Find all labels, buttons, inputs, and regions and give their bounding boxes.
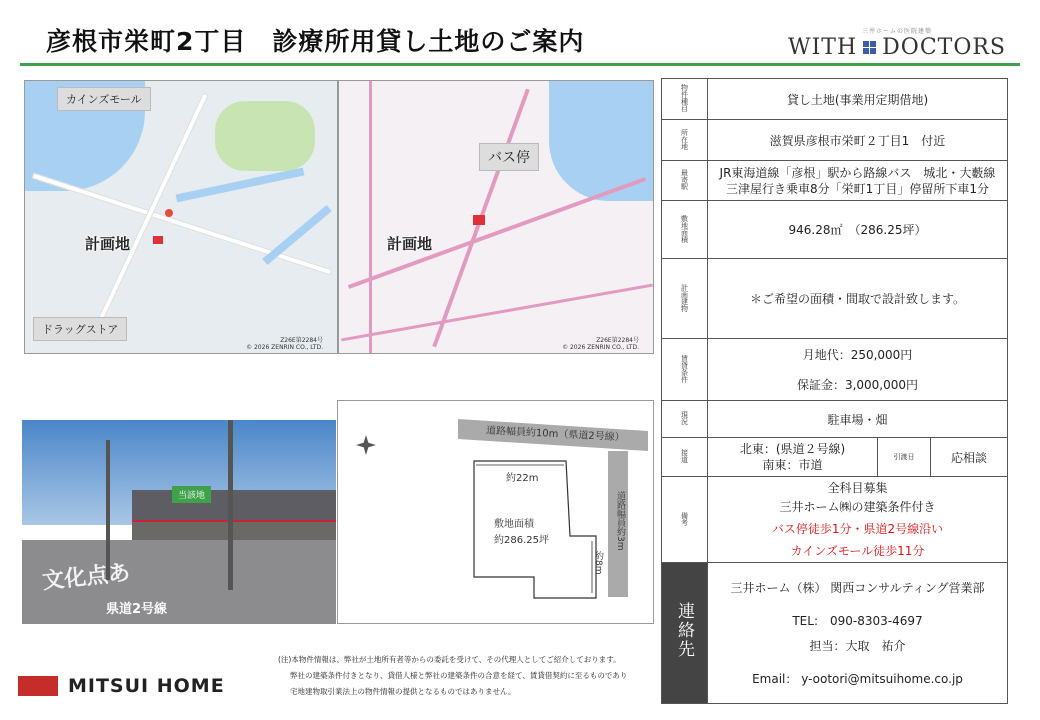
value-contact (708, 563, 1008, 704)
label-status: 現況 (662, 401, 708, 438)
label-type: 物件種目 (662, 79, 708, 120)
value-type: 貸し土地(事業用定期借地) (708, 79, 1008, 120)
map-site-label: 計画地 (85, 235, 131, 253)
road (341, 284, 653, 342)
site-marker (153, 236, 163, 244)
north-arrow-icon (356, 435, 376, 455)
map-copyright: Z26E第2284号 © 2026 ZENRIN CO., LTD. (246, 337, 323, 351)
site-marker (473, 215, 485, 225)
contact-email[interactable]: Email： y-ootori@mitsuihome.co.jp (752, 672, 963, 686)
label-lease: 賃貸条件 (662, 339, 708, 401)
road (32, 173, 332, 276)
map-copyright: Z26E第2284号 © 2026 ZENRIN CO., LTD. (562, 337, 639, 351)
label-location: 所在地 (662, 120, 708, 161)
label-plan: 計画建物 (662, 259, 708, 339)
header-divider (20, 63, 1020, 66)
label-handover: 引渡日 (878, 438, 931, 477)
label-road: 接道 (662, 438, 708, 477)
property-info-table (661, 78, 1008, 704)
road-top-label: 道路幅員約10m（県道2号線） (485, 425, 625, 444)
map-marker-icon (165, 209, 173, 217)
label-remarks: 備考 (662, 477, 708, 563)
callout-drugstore: ドラッグストア (33, 317, 127, 341)
road (369, 81, 372, 354)
contact-company: 三井ホーム（株） 関西コンサルティング営業部 (730, 581, 985, 595)
logo-squares-icon (863, 41, 876, 54)
with-doctors-logo: 三井ホームの医院建築 WITH DOCTORS (787, 28, 1006, 60)
value-area: 946.28㎡ （286.25坪） (708, 201, 1008, 259)
value-station: JR東海道線「彦根」駅から路線バス 城北・大藪線 三津屋行き乗車8分「栄町1丁目」停留所下車1分 (708, 161, 1008, 201)
value-road: 北東：(県道２号線) 南東：市道 (708, 438, 878, 477)
canal (176, 168, 305, 203)
label-area: 敷地面積 (662, 201, 708, 259)
contact-person: 担当：大取 祐介 (809, 639, 906, 653)
map-site-label: 計画地 (387, 235, 433, 253)
label-station: 最寄駅 (662, 161, 708, 201)
value-plan: ＊ご希望の面積・間取で設計致します。 (708, 259, 1008, 339)
value-handover: 応相談 (931, 438, 1008, 477)
road-marking: 文化点あ (41, 560, 132, 595)
value-remarks: 全科目募集 三井ホーム㈱の建築条件付き バス停徒歩1分・県道2号線沿い カインズモール徒歩11分 (708, 477, 1008, 563)
width-label: 約22m (506, 473, 539, 484)
disclaimer: (注)本物件情報は、弊社が土地所有者等からの委託を受けて、その代理人としてご紹介しております。 弊社の建築条件付きとなり、貸借人様と弊社の建築条件の合意を経て、賃貸借契約に至るものであり 宅地建物取引業法上の物件情報の提供となるものではありません。 (278, 655, 628, 696)
utility-pole (228, 420, 233, 590)
park-area (215, 101, 315, 171)
road-right-label: 道路幅員約3m (615, 491, 625, 551)
site-sign: 当該地 (172, 486, 211, 503)
site-plan (337, 400, 654, 624)
area-title: 敷地面積 (494, 519, 534, 530)
page-title: 彦根市栄町2丁目 診療所用貸し土地のご案内 (46, 27, 585, 56)
contact-tel[interactable]: TEL: 090-8303-4697 (792, 614, 923, 628)
value-location: 滋賀県彦根市栄町２丁目1 付近 (708, 120, 1008, 161)
detail-map (338, 80, 654, 354)
callout-cainz-mall: カインズモール (57, 87, 151, 111)
road-name: 県道2号線 (106, 602, 168, 617)
area-value: 約286.25坪 (494, 535, 549, 546)
label-contact: 連絡先 (662, 563, 708, 704)
value-status: 駐車場・畑 (708, 401, 1008, 438)
river (262, 205, 331, 265)
mitsui-home-logo: MITSUI HOME (18, 675, 225, 697)
area-map (24, 80, 338, 354)
value-lease: 月地代：250,000円 保証金：3,000,000円 (708, 339, 1008, 401)
depth-label: 約8m (593, 551, 603, 575)
site-photo (22, 420, 336, 624)
callout-bus-stop: バス停 (479, 143, 539, 171)
mitsui-mark-icon (18, 676, 58, 696)
